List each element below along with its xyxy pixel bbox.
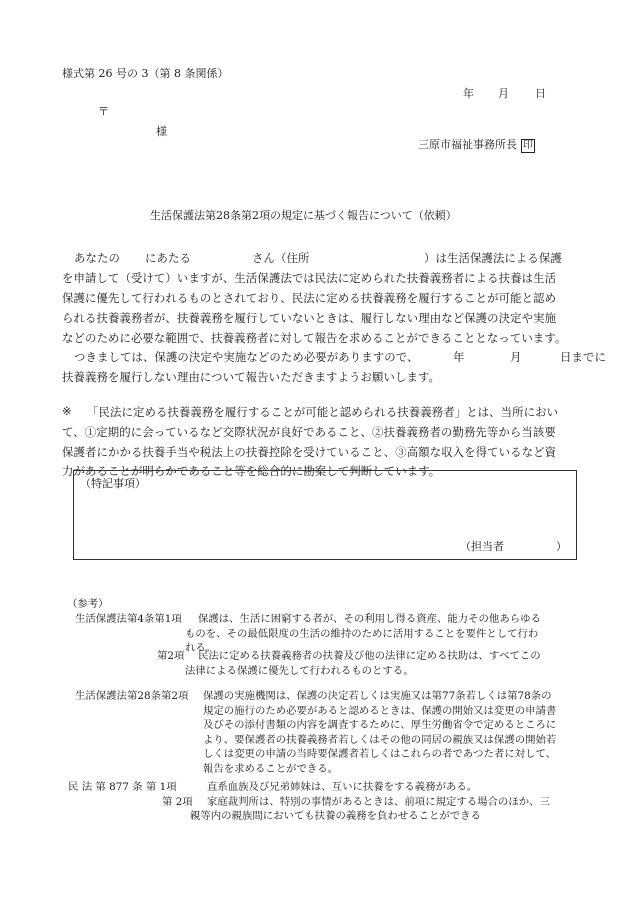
- ref-a-head: 生活保護法第4条第1項: [75, 613, 182, 625]
- tantou-label: （担当者: [460, 540, 504, 553]
- ref-d-head: 民 法 第 877 条 第 1項: [68, 781, 177, 793]
- body-l1-c: さん（住所: [252, 251, 310, 265]
- body-l1-d: ）は生活保護法による保護: [424, 251, 562, 265]
- body-l6-year: 年: [453, 350, 465, 364]
- special-notes-label: （特記事項）: [80, 477, 146, 490]
- note-l1: 「民法に定める扶養義務を履行することが可能と認められる扶養義務者」とは、当所におい: [87, 405, 559, 419]
- note-line-4: 力があることが明らかであること等を総合的に勘案して判断しています。: [62, 464, 441, 478]
- body-l1-a: あなたの: [74, 251, 120, 265]
- ref-c-line-5: しくは変更の申請の当時要保護者若しくはこれらの者であつた者に対して、: [203, 748, 557, 760]
- note-mark: ※: [62, 404, 72, 418]
- sender-name: [418, 137, 535, 153]
- ref-b-line-2: 法律による保護に優先して行われるものとする。: [185, 665, 414, 677]
- tantou-close: ）: [556, 540, 567, 553]
- body-line-5: などのために必要な範囲で、扶養義務者に対して報告を求めることができることとなっています。: [62, 331, 567, 345]
- ref-c-head: 生活保護法第28条第2項: [75, 690, 189, 702]
- ref-c-line-2: 規定の施行のため必要があると認めるときは、保護の開始又は変更の申請書: [203, 705, 557, 717]
- sender-label: 三原市福祉事務所長: [418, 138, 517, 151]
- body-line-2: を申請して（受けて）いますが、生活保護法では民法に定められた扶養義務者による扶養は生活: [62, 271, 557, 285]
- ref-b-head: 第2項: [157, 650, 185, 662]
- body-l6-a: つきましては、保護の決定や実施などのため必要がありますので、: [74, 350, 419, 364]
- body-l1-b: にあたる: [145, 251, 191, 265]
- note-line-3: 保護者にかかる扶養手当や税法上の扶養控除を受けていること、③高額な収入を得ているなど資: [62, 445, 557, 459]
- ref-d-line-1: 直系血族及び兄弟姉妹は、互いに扶養をする義務がある。: [207, 781, 478, 793]
- date-year: 年: [463, 87, 474, 100]
- body-l6-day: 日までに: [560, 350, 606, 364]
- seal-mark: 印: [523, 140, 533, 151]
- special-notes-box[interactable]: [73, 470, 577, 560]
- ref-a-line-1: 保護は、生活に困窮する者が、その利用し得る資産、能力その他あらゆる: [198, 613, 541, 625]
- ref-e-line-2: 親等内の親族間においても扶養の義務を負わせることができる: [190, 810, 481, 822]
- note-line-1: [62, 404, 559, 419]
- body-line-4: られる扶養義務者が、扶養義務を履行していないときは、履行しない理由など保護の決定や実施: [62, 311, 557, 325]
- ref-e-head: 第 2項: [162, 796, 193, 808]
- note-line-2: て、①定期的に会っているなど交際状況が良好であること、②扶養義務者の勤務先等から当該要: [62, 425, 556, 439]
- ref-c-line-1: 保護の実施機関は、保護の決定若しくは実施又は第77条若しくは第78条の: [203, 690, 552, 702]
- ref-c-line-3: 及びその添付書類の内容を調査するために、厚生労働省令で定めるところに: [203, 719, 557, 731]
- body-line-3: 保護に優先して行われるものとされており、民法に定める扶養義務を履行することが可能と認め: [62, 291, 557, 305]
- ref-a-line-2: ものを、その最低限度の生活の維持のために活用することを要件として行わ: [185, 628, 539, 640]
- ref-a-line-3: れる。: [185, 642, 217, 654]
- date-day: 日: [535, 87, 546, 100]
- document-title: 生活保護法第28条第2項の規定に基づく報告について（依頼）: [150, 209, 457, 222]
- body-line-7: 扶養義務を履行しない理由について報告いただきますようお願いします。: [62, 370, 441, 384]
- ref-c-line-4: より、要保護者の扶養義務者若しくはその他の同居の親族又は保護の開始若: [203, 734, 557, 746]
- ref-e-line-1: 家庭裁判所は、特別の事情があるときは、前項に規定する場合のほか、三: [207, 796, 550, 808]
- form-number: 様式第 26 号の 3（第 8 条関係）: [62, 67, 229, 80]
- reference-heading: （参考）: [67, 598, 109, 610]
- addressee-honorific: 様: [156, 125, 167, 138]
- body-l6-month: 月: [510, 350, 522, 364]
- postal-mark: 〒: [98, 105, 109, 118]
- ref-b-line-1: 民法に定める扶養義務者の扶養及び他の法律に定める扶助は、すべてこの: [198, 650, 541, 662]
- date-month: 月: [498, 87, 509, 100]
- ref-c-line-6: 報告を求めることができる。: [203, 763, 339, 775]
